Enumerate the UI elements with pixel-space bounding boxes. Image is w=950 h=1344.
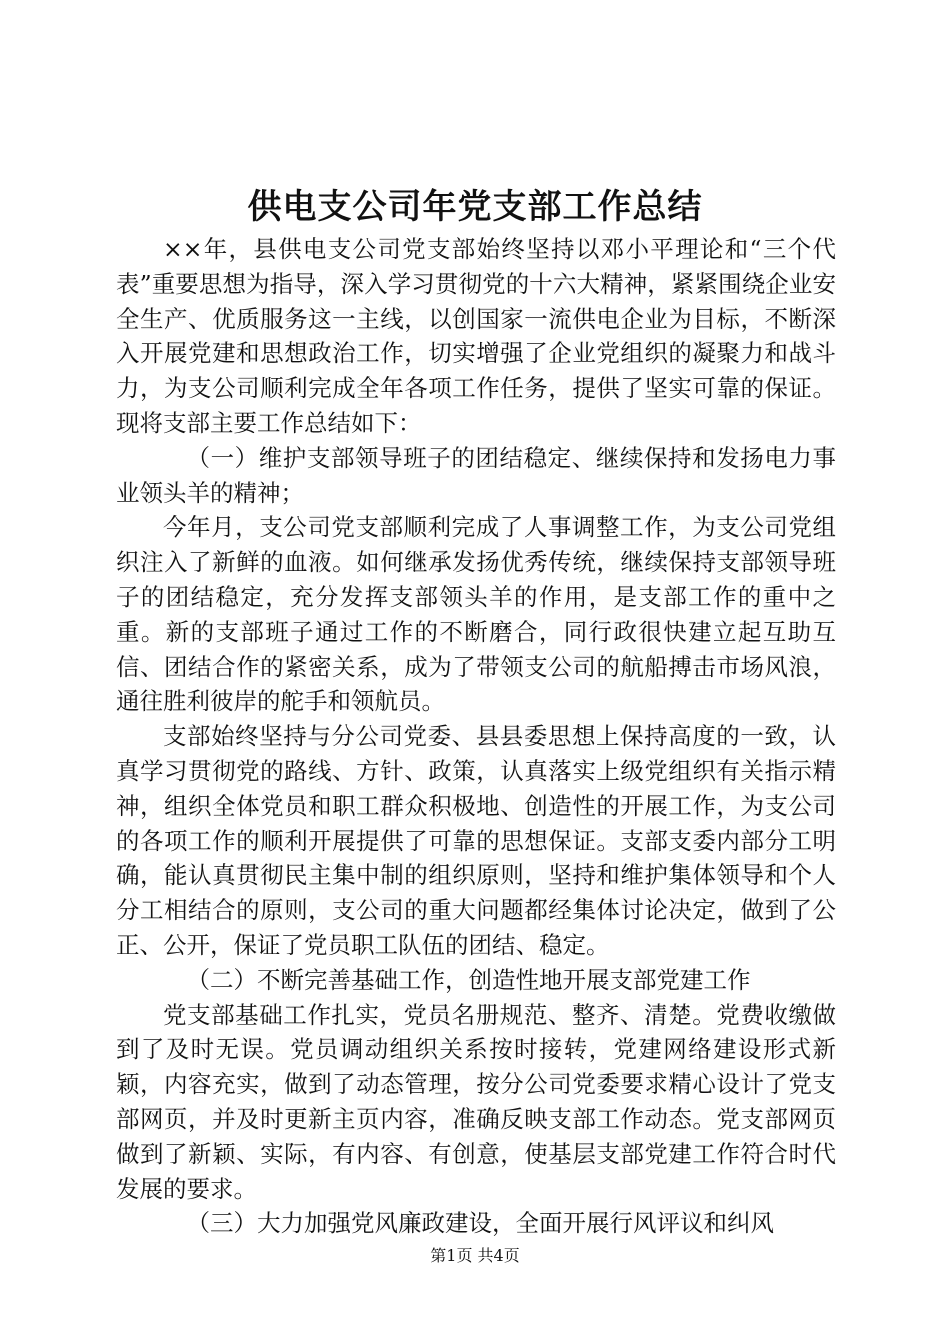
section-heading-1: （一）维护支部领导班子的团结稳定、继续保持和发扬电力事业领头羊的精神；: [116, 443, 836, 507]
section-heading-3: （三）大力加强党风廉政建设，全面开展行风评议和纠风: [186, 1209, 774, 1238]
paragraph-basic-work: 党支部基础工作扎实，党员名册规范、整齐、清楚。党费收缴做到了及时无误。党员调动组织关系按时接转，党建网络建设形式新颖，内容充实，做到了动态管理，按分公司党委要求精心设计了党支部网页，并及时更新主页内容，准确反映支部工作动态。党支部网页做到了新颖、实际，有内容、有创意，使基层支部党建工作符合时代发展的要求。: [116, 1000, 836, 1203]
paragraph-personnel: 今年月，支公司党支部顺利完成了人事调整工作，为支公司党组织注入了新鲜的血液。如何继承发扬优秀传统，继续保持支部领导班子的团结稳定，充分发挥支部领头羊的作用，是支部工作的重中之重。新的支部班子通过工作的不断磨合，同行政很快建立起互助互信、团结合作的紧密关系，成为了带领支公司的航船搏击市场风浪，通往胜利彼岸的舵手和领航员。: [116, 513, 836, 716]
document-body: [116, 232, 836, 1241]
section-heading-2: （二）不断完善基础工作，创造性地开展支部党建工作: [186, 965, 751, 994]
document-title: 供电支公司年党支部工作总结: [247, 187, 703, 227]
paragraph-intro: ××年，县供电支公司党支部始终坚持以邓小平理论和“三个代表”重要思想为指导，深入学习贯彻党的十六大精神，紧紧围绕企业安全生产、优质服务这一主线，以创国家一流供电企业为目标，不断深入开展党建和思想政治工作，切实增强了企业党组织的凝聚力和战斗力，为支公司顺利完成全年各项工作任务，提供了坚实可靠的保证。现将支部主要工作总结如下：: [116, 235, 836, 437]
paragraph-ideology: 支部始终坚持与分公司党委、县县委思想上保持高度的一致，认真学习贯彻党的路线、方针、政策，认真落实上级党组织有关指示精神，组织全体党员和职工群众积极地、创造性的开展工作，为支公司的各项工作的顺利开展提供了可靠的思想保证。支部支委内部分工明确，能认真贯彻民主集中制的组织原则，坚持和维护集体领导和个人分工相结合的原则，支公司的重大问题都经集体讨论决定，做到了公正、公开，保证了党员职工队伍的团结、稳定。: [116, 722, 836, 959]
page-number-footer: 第1页 共4页: [430, 1246, 520, 1265]
